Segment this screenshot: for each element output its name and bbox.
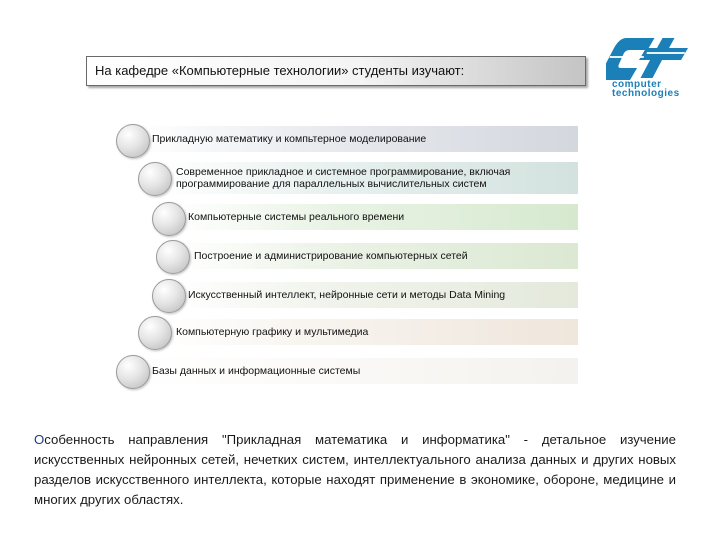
list-bullet-icon <box>152 202 186 236</box>
list-item <box>160 162 578 194</box>
list-bullet-icon <box>138 162 172 196</box>
paragraph-lead-letter: О <box>34 432 45 447</box>
list-bullet-icon <box>156 240 190 274</box>
list-item <box>172 204 578 230</box>
list-item <box>178 243 578 269</box>
list-item <box>172 282 578 308</box>
list-item <box>138 358 578 384</box>
list-bullet-icon <box>116 355 150 389</box>
list-item-label: Компьютерную графику и мультимедиа <box>176 326 369 338</box>
list-item-label: Построение и администрирование компьютерных сетей <box>194 250 468 262</box>
list-item <box>160 319 578 345</box>
header-text: На кафедре «Компьютерные технологии» студенты изучают: <box>95 63 465 78</box>
list-bullet-icon <box>138 316 172 350</box>
list-bullet-icon <box>152 279 186 313</box>
header-box <box>86 56 586 86</box>
list-item-label: Современное прикладное и системное программирование, включая программирование для параллельных вычислительных систем <box>176 166 511 190</box>
logo-tagline-line2: technologies <box>612 88 680 99</box>
list-item-label: Базы данных и информационные системы <box>152 365 361 377</box>
logo-tagline <box>612 80 708 98</box>
list-item-label: Компьютерные системы реального времени <box>188 211 405 223</box>
description-paragraph <box>34 430 676 510</box>
paragraph-text: собенность направления "Прикладная математика и информатика" - детальное изучение искусственных нейронных сетей, нечетких систем, интеллектуального анализа данных и других новых разделов искусственного интеллекта, которые находят применение в экономике, обороне, медицине и многих других областях. <box>34 432 676 507</box>
list-bullet-icon <box>116 124 150 158</box>
list-item <box>138 126 578 152</box>
list-item-label: Прикладную математику и компьтерное моделирование <box>152 133 427 145</box>
logo-tagline-line1: computer <box>612 79 662 90</box>
list-item-label: Искусственный интеллект, нейронные сети и методы Data Mining <box>188 289 506 301</box>
